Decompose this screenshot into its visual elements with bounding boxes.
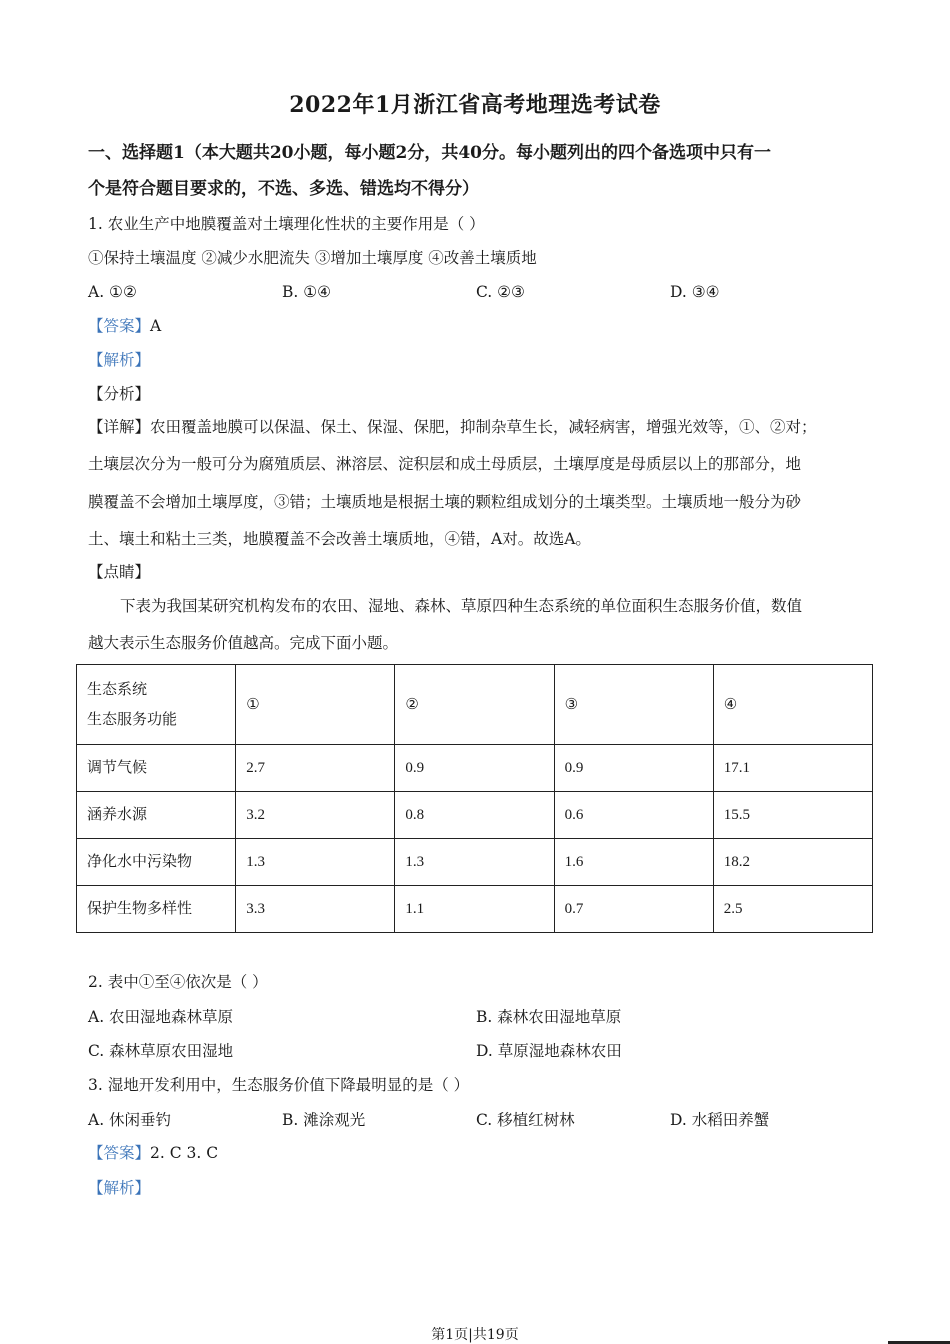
q23-analysis-tag: 【解析】 <box>88 1179 151 1197</box>
row-label: 净化水中污染物 <box>77 839 236 886</box>
q2-stem: 2. 表中①至④依次是（ ） <box>88 973 268 991</box>
table-row <box>77 886 873 933</box>
page-footer: 第1页|共19页 <box>431 1327 519 1343</box>
header-service-function: 生态服务功能 <box>87 711 178 728</box>
section-heading-line-2: 个是符合题目要求的，不选、多选、错选均不得分） <box>88 179 479 199</box>
q3-option-b: B. 滩涂观光 <box>282 1111 366 1129</box>
q1-detail-line-1: 【详解】农田覆盖地膜可以保温、保土、保湿、保肥，抑制杂草生长，减轻病害，增强光效等，①、②对； <box>88 418 817 436</box>
q1-option-a: A. ①② <box>88 283 137 301</box>
table-cell: 3.3 <box>236 886 395 933</box>
row-label: 调节气候 <box>77 745 236 792</box>
q23-answer <box>88 1142 888 1164</box>
table-row <box>77 839 873 886</box>
answer-tag: 【答案】 <box>88 1144 151 1162</box>
table-cell: 1.3 <box>395 839 554 886</box>
q1-dianjing: 【点睛】 <box>88 563 151 581</box>
section-heading <box>88 135 878 207</box>
q1-detail-line-4: 土、壤土和粘土三类，地膜覆盖不会改善土壤质地，④错，A对。故选A。 <box>88 530 591 548</box>
q2-option-c: C. 森林草原农田湿地 <box>88 1042 234 1060</box>
row-label: 保护生物多样性 <box>77 886 236 933</box>
table-header-cell: ② <box>395 665 554 745</box>
row-label: 涵养水源 <box>77 792 236 839</box>
q1-detail-line-2: 土壤层次分为一般可分为腐殖质层、淋溶层、淀积层和成土母质层，土壤厚度是母质层以上的那部分，地 <box>88 455 802 473</box>
table-header-cell: ① <box>236 665 395 745</box>
table-cell: 0.7 <box>554 886 713 933</box>
answer-tag: 【答案】 <box>88 317 151 335</box>
table-row <box>77 745 873 792</box>
q3-option-c: C. 移植红树林 <box>476 1111 575 1129</box>
table-cell: 0.8 <box>395 792 554 839</box>
q2-option-b: B. 森林农田湿地草原 <box>476 1008 622 1026</box>
table-cell: 1.1 <box>395 886 554 933</box>
intro-line-2: 越大表示生态服务价值越高。完成下面小题。 <box>88 634 399 652</box>
table-cell: 18.2 <box>713 839 872 886</box>
intro-line-1: 下表为我国某研究机构发布的农田、湿地、森林、草原四种生态系统的单位面积生态服务价值，数值 <box>120 597 803 615</box>
table-cell: 2.5 <box>713 886 872 933</box>
page-title: 2022年1月浙江省高考地理选考试卷 <box>289 92 661 118</box>
q1-items: ①保持土壤温度 ②减少水肥流失 ③增加土壤厚度 ④改善土壤质地 <box>88 249 537 267</box>
table-cell: 3.2 <box>236 792 395 839</box>
q2-option-d: D. 草原湿地森林农田 <box>476 1042 622 1060</box>
table-cell: 0.9 <box>395 745 554 792</box>
table-cell: 0.6 <box>554 792 713 839</box>
table-header-cell: ④ <box>713 665 872 745</box>
table-cell: 17.1 <box>713 745 872 792</box>
table-cell: 15.5 <box>713 792 872 839</box>
answer-value: A <box>150 317 162 335</box>
header-ecosystem: 生态系统 <box>87 681 148 698</box>
table-cell: 0.9 <box>554 745 713 792</box>
section-heading-line-1: 一、选择题1（本大题共20小题，每小题2分，共40分。每小题列出的四个备选项中只有一 <box>88 143 771 163</box>
q1-option-c: C. ②③ <box>476 283 525 301</box>
table-cell: 1.3 <box>236 839 395 886</box>
q3-stem: 3. 湿地开发利用中，生态服务价值下降最明显的是（ ） <box>88 1076 470 1094</box>
q1-stem: 1. 农业生产中地膜覆盖对土壤理化性状的主要作用是（ ） <box>88 215 485 233</box>
q1-analysis-tag: 【解析】 <box>88 351 151 369</box>
answer-value: 2. C 3. C <box>150 1144 219 1162</box>
q1-option-d: D. ③④ <box>670 283 720 301</box>
q1-detail-line-3: 膜覆盖不会增加土壤厚度，③错；土壤质地是根据土壤的颗粒组成划分的土壤类型。土壤质地一般分为砂 <box>88 493 802 511</box>
table-header-corner <box>77 665 236 745</box>
table-row <box>77 792 873 839</box>
q1-option-b: B. ①④ <box>282 283 332 301</box>
q1-answer <box>88 315 888 337</box>
table-cell: 2.7 <box>236 745 395 792</box>
ecosystem-table <box>76 664 873 933</box>
q3-option-d: D. 水稻田养蟹 <box>670 1111 770 1129</box>
table-cell: 1.6 <box>554 839 713 886</box>
table-header-cell: ③ <box>554 665 713 745</box>
q1-fenxi: 【分析】 <box>88 385 151 403</box>
table-header-row <box>77 665 873 745</box>
q2-option-a: A. 农田湿地森林草原 <box>88 1008 234 1026</box>
q3-option-a: A. 休闲垂钓 <box>88 1111 172 1129</box>
